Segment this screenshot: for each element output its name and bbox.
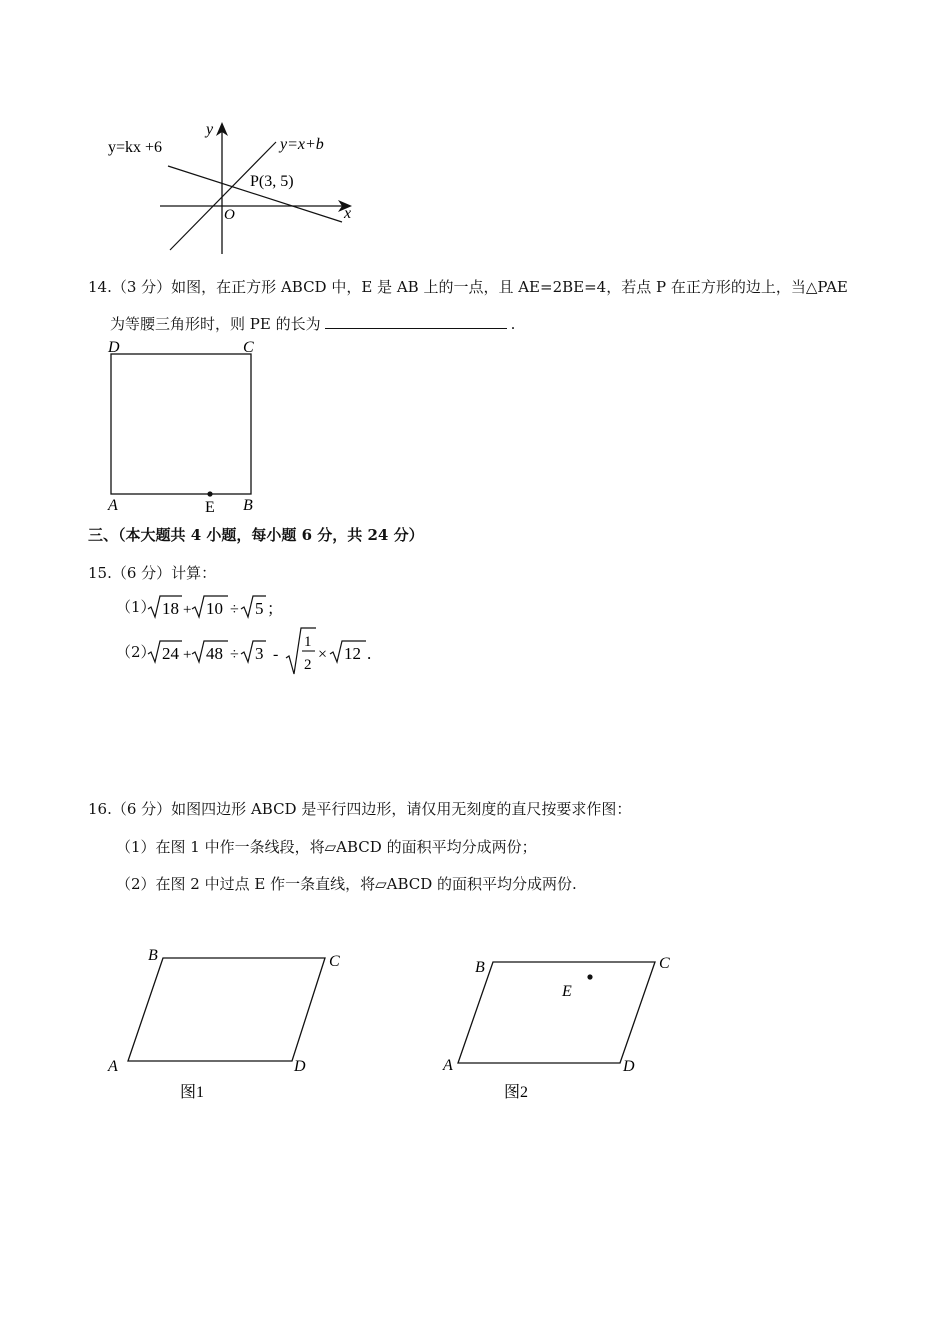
fig1-caption: 图1 xyxy=(180,1084,205,1101)
q15-sub1-formula xyxy=(146,592,286,622)
fig1-label-b: B xyxy=(148,947,158,964)
fig1-label-a: A xyxy=(108,1058,118,1075)
svg-text:+: + xyxy=(183,602,192,618)
svg-text:1: 1 xyxy=(304,634,312,650)
svg-text:3: 3 xyxy=(255,644,264,663)
section-3-title: 三、（本大题共 4 小题，每小题 6 分，共 24 分） xyxy=(88,526,424,544)
fig2-label-e: E xyxy=(562,983,572,1000)
origin-label: O xyxy=(224,207,235,223)
x-axis-label: x xyxy=(344,205,352,222)
label-b: B xyxy=(243,497,253,514)
fig2-caption: 图2 xyxy=(504,1084,529,1101)
q15-sub1-label: （1） xyxy=(116,598,156,616)
svg-text:×: × xyxy=(318,646,328,663)
q16-text-line1: 如图四边形 ABCD 是平行四边形，请仅用无刻度的直尺按要求作图： xyxy=(171,800,632,818)
q15-sub2-label: （2） xyxy=(116,643,156,661)
svg-text:5: 5 xyxy=(255,599,264,618)
svg-text:10: 10 xyxy=(206,599,223,618)
q16-number: 16.（6 分） xyxy=(88,800,172,818)
figure-1-parallelogram xyxy=(100,940,360,1110)
q14-answer-blank[interactable] xyxy=(325,314,507,329)
svg-text:2: 2 xyxy=(304,657,312,673)
fig2-label-d: D xyxy=(623,1058,635,1075)
svg-text:.: . xyxy=(367,644,372,663)
fig2-label-c: C xyxy=(659,955,670,972)
svg-text:+: + xyxy=(183,647,192,663)
svg-text:48: 48 xyxy=(206,644,223,663)
q14-line2-end: . xyxy=(510,315,516,333)
q16-sub2: （2）在图 2 中过点 E 作一条直线，将▱ABCD 的面积平均分成两份. xyxy=(116,875,577,893)
q14-number: 14.（3 分） xyxy=(88,278,172,296)
label-a: A xyxy=(108,497,118,514)
label-d: D xyxy=(108,339,120,356)
q14-line2 xyxy=(110,313,515,334)
point-e-dot xyxy=(207,491,212,496)
q14-text-line2: 为等腰三角形时，则 PE 的长为 xyxy=(110,315,321,333)
fig2-label-b: B xyxy=(475,959,485,976)
label-e: E xyxy=(205,499,215,516)
fig2-label-a: A xyxy=(443,1057,453,1074)
q14-line1 xyxy=(88,276,848,297)
y-axis-label: y xyxy=(206,121,214,138)
q16-sub1: （1）在图 1 中作一条线段，将▱ABCD 的面积平均分成两份； xyxy=(116,838,537,856)
label-c: C xyxy=(243,339,254,356)
svg-text:-: - xyxy=(273,646,279,663)
parallelogram-abcd-fig2 xyxy=(458,962,655,1063)
svg-text:÷: ÷ xyxy=(230,601,239,618)
figure-2-parallelogram xyxy=(430,940,690,1110)
q16-line1 xyxy=(88,798,631,819)
q15-number: 15.（6 分） xyxy=(88,564,172,582)
fig1-label-c: C xyxy=(329,953,340,970)
svg-text:；: ； xyxy=(267,601,284,618)
parallelogram-abcd-fig1 xyxy=(128,958,325,1061)
q14-text-line1: 如图，在正方形 ABCD 中，E 是 AB 上的一点，且 AE=2BE=4，若点 P 在正方形的边上，当△PAE xyxy=(171,278,848,296)
eq2-label: y=x+b xyxy=(280,136,324,153)
q15-sub2-formula xyxy=(146,624,396,680)
linear-functions-graph xyxy=(100,118,370,260)
svg-text:12: 12 xyxy=(344,644,361,663)
square-abcd-figure xyxy=(100,336,270,516)
fig1-label-d: D xyxy=(294,1058,306,1075)
point-p-label: P(3, 5) xyxy=(250,173,294,190)
square-abcd xyxy=(111,354,251,494)
svg-text:18: 18 xyxy=(162,599,179,618)
q15-header xyxy=(88,562,216,583)
svg-text:24: 24 xyxy=(162,644,179,663)
point-e-dot-fig2 xyxy=(587,974,592,979)
q15-prompt: 计算： xyxy=(171,564,217,582)
svg-text:÷: ÷ xyxy=(230,646,239,663)
eq1-label: y=kx +6 xyxy=(108,139,163,156)
